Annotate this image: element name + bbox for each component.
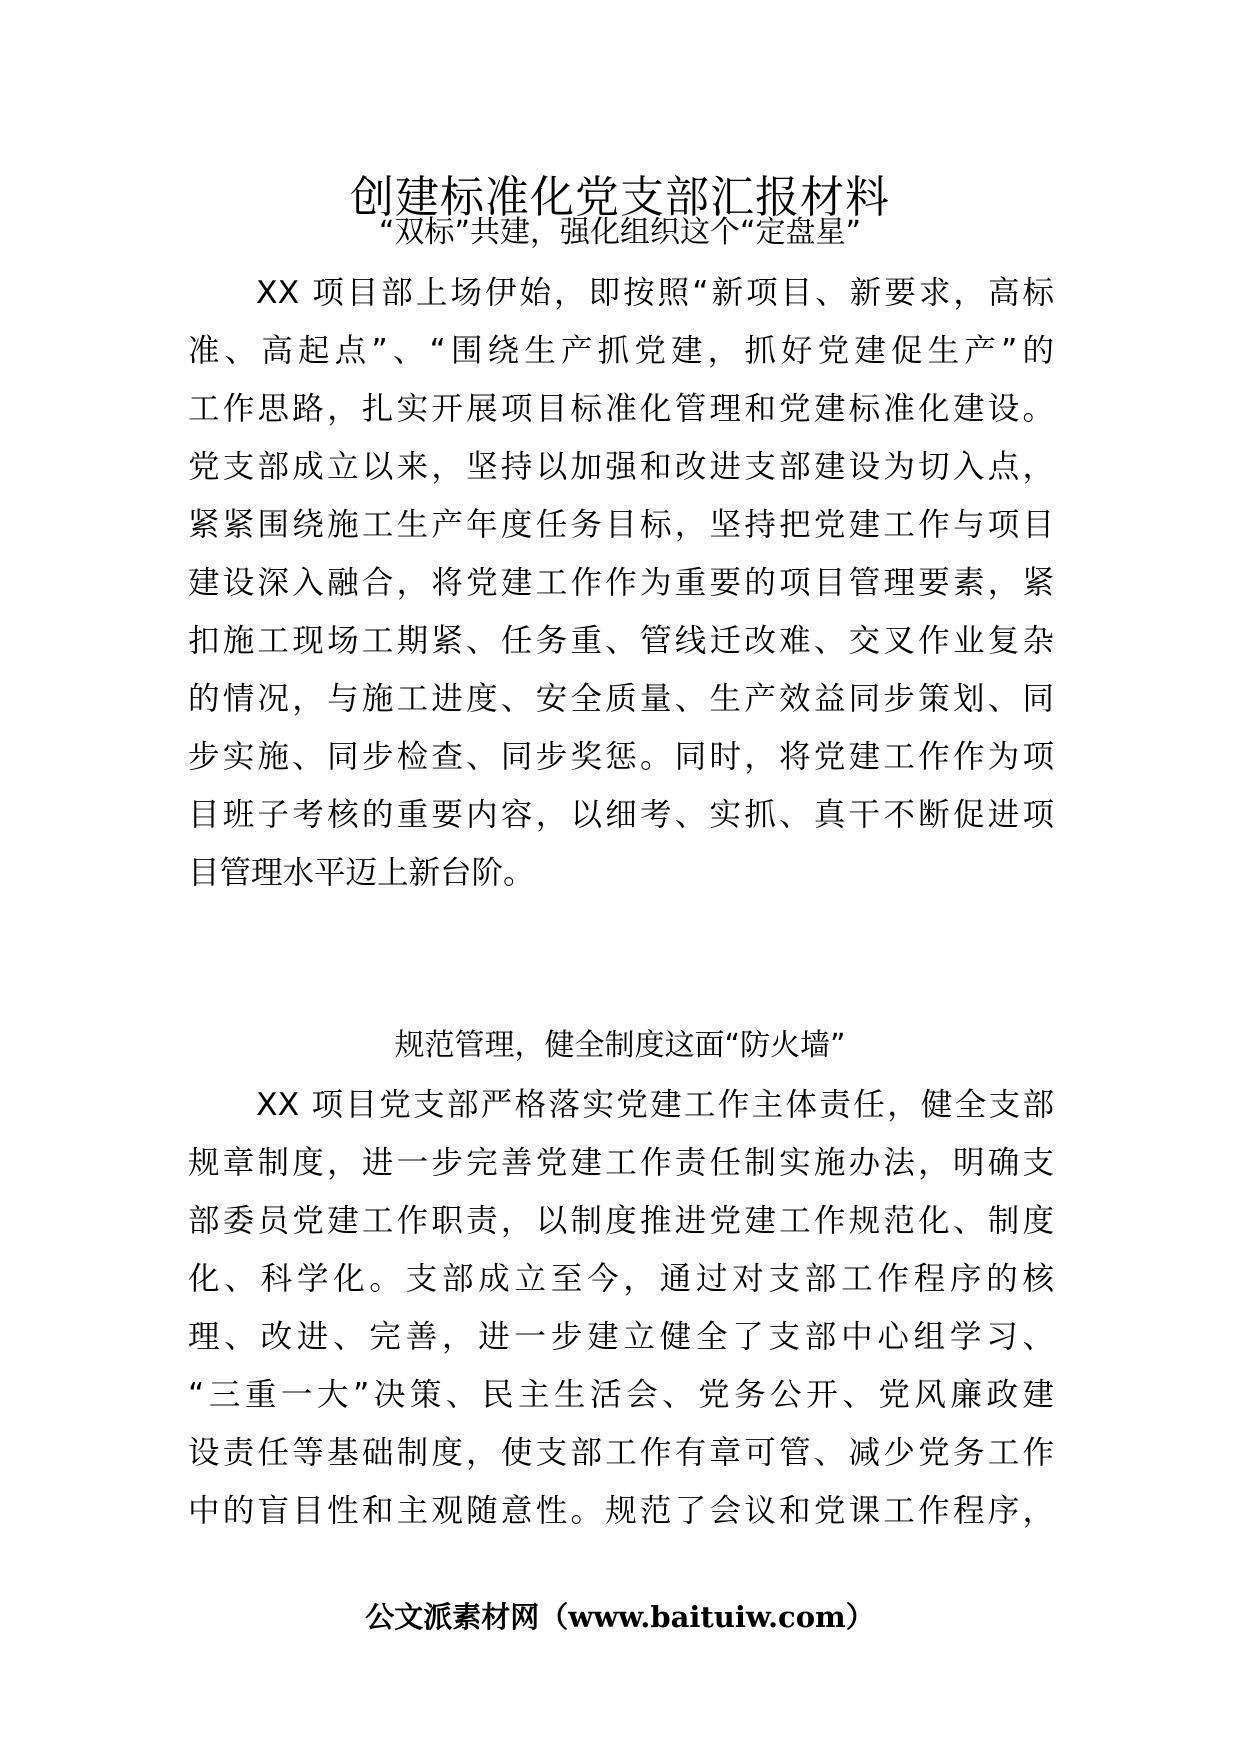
- paragraph-line: 中的盲目性和主观随意性。规范了会议和党课工作程序，: [188, 1493, 1054, 1529]
- paragraph-line: 规章制度，进一步完善党建工作责任制实施办法，明确支: [188, 1145, 1054, 1181]
- paragraph-line: 目管理水平迈上新台阶。: [188, 855, 535, 891]
- paragraph-line: 步实施、同步检查、同步奖惩。同时，将党建工作作为项: [188, 739, 1054, 775]
- footer-source-watermark: 公文派素材网（www.baituiw.com）: [365, 1600, 875, 1634]
- paragraph-line: 紧紧围绕施工生产年度任务目标，坚持把党建工作与项目: [188, 507, 1054, 543]
- paragraph-line: 部委员党建工作职责，以制度推进党建工作规范化、制度: [188, 1203, 1054, 1239]
- paragraph-line: 党支部成立以来，坚持以加强和改进支部建设为切入点，: [188, 449, 1054, 485]
- paragraph-line: XX 项目部上场伊始，即按照“新项目、新要求，高标: [256, 275, 1054, 311]
- paragraph-line: 化、科学化。支部成立至今，通过对支部工作程序的核: [188, 1261, 1054, 1297]
- paragraph-line: “三重一大”决策、民主生活会、党务公开、党风廉政建: [188, 1377, 1054, 1413]
- paragraph-line: XX 项目党支部严格落实党建工作主体责任，健全支部: [256, 1087, 1054, 1123]
- paragraph-line: 工作思路，扎实开展项目标准化管理和党建标准化建设。: [188, 391, 1054, 427]
- paragraph-line: 建设深入融合，将党建工作作为重要的项目管理要素，紧: [188, 565, 1054, 601]
- paragraph-line: 准、高起点”、“围绕生产抓党建，抓好党建促生产”的: [188, 333, 1054, 369]
- section-heading-2: 规范管理，健全制度这面“防火墙”: [394, 1028, 846, 1063]
- paragraph-line: 扣施工现场工期紧、任务重、管线迁改难、交叉作业复杂: [188, 623, 1054, 659]
- paragraph-line: 的情况，与施工进度、安全质量、生产效益同步策划、同: [188, 681, 1054, 717]
- paragraph-line: 设责任等基础制度，使支部工作有章可管、减少党务工作: [188, 1435, 1054, 1471]
- paragraph-line: 理、改进、完善，进一步建立健全了支部中心组学习、: [188, 1319, 1054, 1355]
- document-title: 创建标准化党支部汇报材料: [350, 172, 890, 223]
- paragraph-line: 目班子考核的重要内容，以细考、实抓、真干不断促进项: [188, 797, 1054, 833]
- section-heading-1: “双标”共建，强化组织这个“定盘星”: [378, 215, 862, 250]
